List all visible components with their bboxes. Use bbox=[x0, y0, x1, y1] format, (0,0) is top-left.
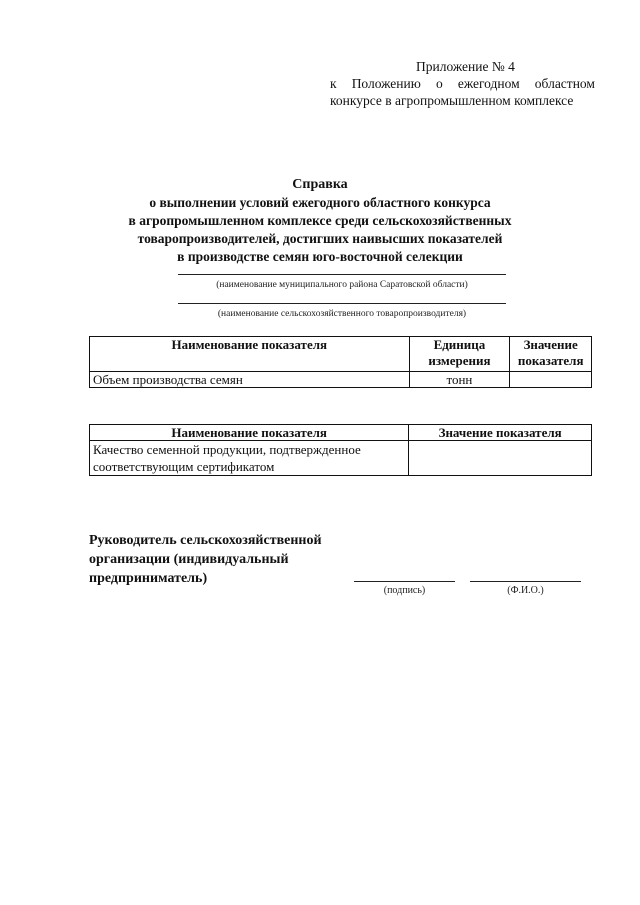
header-value-line: показателя bbox=[517, 353, 584, 368]
row-name bbox=[90, 441, 409, 476]
signer-line: Руководитель сельскохозяйственной bbox=[89, 533, 322, 548]
signer-title bbox=[89, 531, 389, 588]
signer-line: предприниматель) bbox=[89, 571, 208, 586]
appendix-word: областном bbox=[534, 76, 595, 91]
appendix-line-2 bbox=[330, 75, 595, 92]
header-value-line: Значение bbox=[523, 337, 578, 352]
full-name-fill-line[interactable] bbox=[470, 581, 581, 582]
header-unit bbox=[409, 337, 510, 372]
header-unit-line: измерения bbox=[428, 353, 491, 368]
appendix-word: к bbox=[330, 76, 337, 91]
signer-line: организации (индивидуальный bbox=[89, 552, 289, 567]
full-name-field[interactable] bbox=[470, 581, 581, 597]
district-caption: (наименование муниципального района Саратовской области) bbox=[216, 280, 468, 290]
production-volume-table bbox=[89, 336, 592, 388]
heading-line: в агропромышленном комплексе среди сельскохозяйственных bbox=[128, 213, 512, 228]
document-heading bbox=[60, 176, 580, 266]
district-fill-line[interactable] bbox=[178, 274, 506, 275]
producer-field[interactable] bbox=[178, 303, 506, 320]
appendix-word: о bbox=[435, 76, 443, 91]
heading-line: товаропроизводителей, достигших наивысших показателей bbox=[137, 231, 503, 246]
producer-caption: (наименование сельскохозяйственного товаропроизводителя) bbox=[217, 309, 467, 319]
row-name: Объем производства семян bbox=[90, 372, 410, 388]
appendix-title: Приложение № 4 bbox=[416, 59, 515, 74]
heading-line: в производстве семян юго-восточной селекции bbox=[177, 249, 463, 264]
signature-field[interactable] bbox=[354, 581, 455, 597]
row-name-line: соответствующим сертификатом bbox=[93, 459, 275, 474]
document-title: Справка bbox=[292, 177, 348, 192]
full-name-caption: (Ф.И.О.) bbox=[507, 585, 544, 596]
appendix-word: ежегодном bbox=[457, 76, 520, 91]
header-name: Наименование показателя bbox=[90, 425, 409, 441]
appendix-note bbox=[330, 58, 595, 109]
district-field[interactable] bbox=[178, 274, 506, 291]
seed-quality-table bbox=[89, 424, 592, 476]
header-name: Наименование показателя bbox=[90, 337, 410, 372]
signature-caption: (подпись) bbox=[383, 585, 426, 596]
appendix-word: Положению bbox=[351, 76, 421, 91]
heading-line: о выполнении условий ежегодного областного конкурса bbox=[149, 195, 491, 210]
row-value-cell[interactable] bbox=[510, 372, 592, 388]
row-unit: тонн bbox=[409, 372, 510, 388]
table-header-row bbox=[90, 337, 592, 372]
table-header-row bbox=[90, 425, 592, 441]
table-row bbox=[90, 372, 592, 388]
appendix-line-3: конкурсе в агропромышленном комплексе bbox=[330, 93, 574, 108]
producer-fill-line[interactable] bbox=[178, 303, 506, 304]
header-value: Значение показателя bbox=[409, 425, 592, 441]
row-value-cell[interactable] bbox=[409, 441, 592, 476]
header-unit-line: Единица bbox=[433, 337, 486, 352]
table-row bbox=[90, 441, 592, 476]
signature-fill-line[interactable] bbox=[354, 581, 455, 582]
row-name-line: Качество семенной продукции, подтвержденное bbox=[93, 442, 361, 457]
header-value bbox=[510, 337, 592, 372]
